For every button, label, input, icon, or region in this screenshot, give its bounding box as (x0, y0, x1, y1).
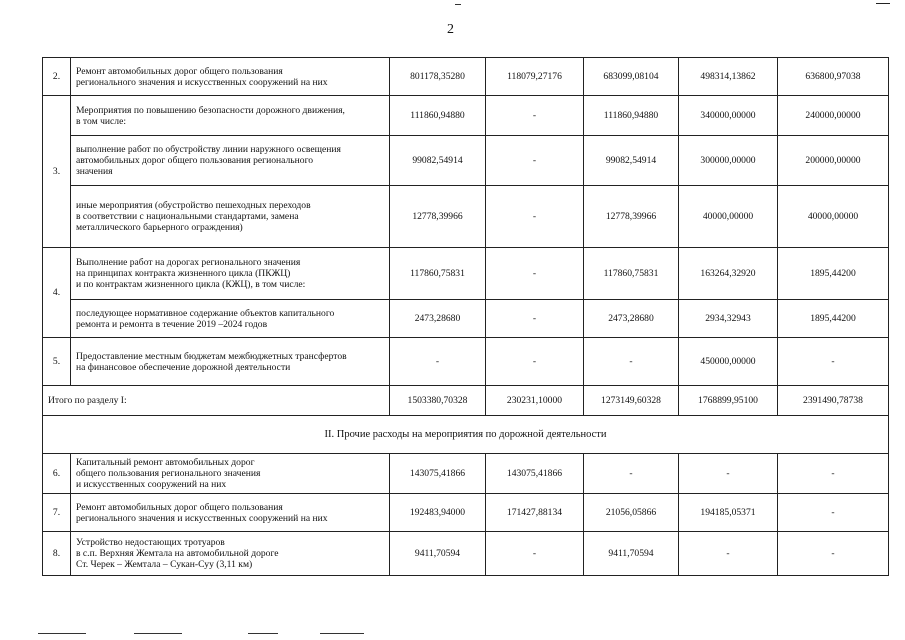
section-row (43, 416, 889, 454)
table-row (43, 248, 889, 300)
value-cell: - (778, 532, 889, 576)
row-description: Ремонт автомобильных дорог общего пользования регионального значения и искусственных сооружений на них (71, 494, 390, 532)
top-mark (455, 0, 461, 5)
value-cell: - (679, 454, 778, 494)
row-description: Устройство недостающих тротуаров в с.п. Верхняя Жемтала на автомобильной дороге Ст. Черек – Жемтала – Сукан-Суу (3,11 км) (71, 532, 390, 576)
value-cell: 1273149,60328 (584, 386, 679, 416)
value-cell: 230231,10000 (486, 386, 584, 416)
row-description: Капитальный ремонт автомобильных дорог общего пользования регионального значения и искусственных сооружений на них (71, 454, 390, 494)
value-cell: 99082,54914 (584, 136, 679, 186)
value-cell: 117860,75831 (584, 248, 679, 300)
value-cell: 498314,13862 (679, 58, 778, 96)
row-number: 5. (43, 338, 71, 386)
value-cell: - (486, 96, 584, 136)
row-description: Выполнение работ на дорогах регионального значения на принципах контракта жизненного цикла (ПКЖЦ) и по контрактам жизненного цикла (КЖЦ), в том числе: (71, 248, 390, 300)
value-cell: - (486, 186, 584, 248)
row-number: 7. (43, 494, 71, 532)
value-cell: - (486, 532, 584, 576)
table-row (43, 58, 889, 96)
row-description: последующее нормативное содержание объектов капитального ремонта и ремонта в течение 2019 –2024 годов (71, 300, 390, 338)
row-description: выполнение работ по обустройству линии наружного освещения автомобильных дорог общего пользования регионального значения (71, 136, 390, 186)
value-cell: 111860,94880 (390, 96, 486, 136)
value-cell: 194185,05371 (679, 494, 778, 532)
value-cell: - (486, 338, 584, 386)
table-row (43, 96, 889, 136)
value-cell: 117860,75831 (390, 248, 486, 300)
value-cell: - (584, 338, 679, 386)
footer-line (320, 633, 364, 634)
row-description: Ремонт автомобильных дорог общего пользования регионального значения и искусственных сооружений на них (71, 58, 390, 96)
value-cell: 9411,70594 (584, 532, 679, 576)
value-cell: - (486, 300, 584, 338)
value-cell: 2391490,78738 (778, 386, 889, 416)
value-cell: 2473,28680 (390, 300, 486, 338)
section-title: II. Прочие расходы на мероприятия по дорожной деятельности (43, 416, 889, 454)
budget-table (42, 57, 889, 576)
value-cell: 1895,44200 (778, 248, 889, 300)
value-cell: 143075,41866 (390, 454, 486, 494)
row-number: 6. (43, 454, 71, 494)
value-cell: 12778,39966 (584, 186, 679, 248)
corner-mark (876, 3, 890, 4)
table-row (43, 136, 889, 186)
value-cell: - (778, 338, 889, 386)
total-label: Итого по разделу I: (43, 386, 390, 416)
row-number: 3. (43, 96, 71, 248)
value-cell: 99082,54914 (390, 136, 486, 186)
row-description: иные мероприятия (обустройство пешеходных переходов в соответствии с национальными стандартами, замена металлического барьерного ограждения) (71, 186, 390, 248)
table-row (43, 300, 889, 338)
value-cell: - (486, 248, 584, 300)
value-cell: 1895,44200 (778, 300, 889, 338)
value-cell: 450000,00000 (679, 338, 778, 386)
row-description: Предоставление местным бюджетам межбюджетных трансфертов на финансовое обеспечение дорожной деятельности (71, 338, 390, 386)
row-number: 2. (43, 58, 71, 96)
table-row (43, 338, 889, 386)
value-cell: 163264,32920 (679, 248, 778, 300)
value-cell: 1768899,95100 (679, 386, 778, 416)
value-cell: 200000,00000 (778, 136, 889, 186)
value-cell: 143075,41866 (486, 454, 584, 494)
value-cell: 300000,00000 (679, 136, 778, 186)
value-cell: 171427,88134 (486, 494, 584, 532)
value-cell: 636800,97038 (778, 58, 889, 96)
value-cell: - (584, 454, 679, 494)
footer-line (38, 633, 86, 634)
value-cell: - (778, 454, 889, 494)
value-cell: 2473,28680 (584, 300, 679, 338)
row-description: Мероприятия по повышению безопасности дорожного движения, в том числе: (71, 96, 390, 136)
value-cell: 12778,39966 (390, 186, 486, 248)
value-cell: 9411,70594 (390, 532, 486, 576)
value-cell: 240000,00000 (778, 96, 889, 136)
value-cell: - (778, 494, 889, 532)
value-cell: - (679, 532, 778, 576)
total-row (43, 386, 889, 416)
value-cell: 192483,94000 (390, 494, 486, 532)
table-row (43, 494, 889, 532)
page-number: 2 (447, 22, 454, 37)
value-cell: 40000,00000 (778, 186, 889, 248)
table-row (43, 532, 889, 576)
value-cell: 118079,27176 (486, 58, 584, 96)
value-cell: - (486, 136, 584, 186)
value-cell: 683099,08104 (584, 58, 679, 96)
table-row (43, 454, 889, 494)
value-cell: 21056,05866 (584, 494, 679, 532)
table-row (43, 186, 889, 248)
footer-line (248, 633, 278, 634)
value-cell: 340000,00000 (679, 96, 778, 136)
value-cell: 1503380,70328 (390, 386, 486, 416)
value-cell: 40000,00000 (679, 186, 778, 248)
value-cell: 2934,32943 (679, 300, 778, 338)
value-cell: 801178,35280 (390, 58, 486, 96)
value-cell: - (390, 338, 486, 386)
row-number: 8. (43, 532, 71, 576)
value-cell: 111860,94880 (584, 96, 679, 136)
footer-line (134, 633, 182, 634)
row-number: 4. (43, 248, 71, 338)
